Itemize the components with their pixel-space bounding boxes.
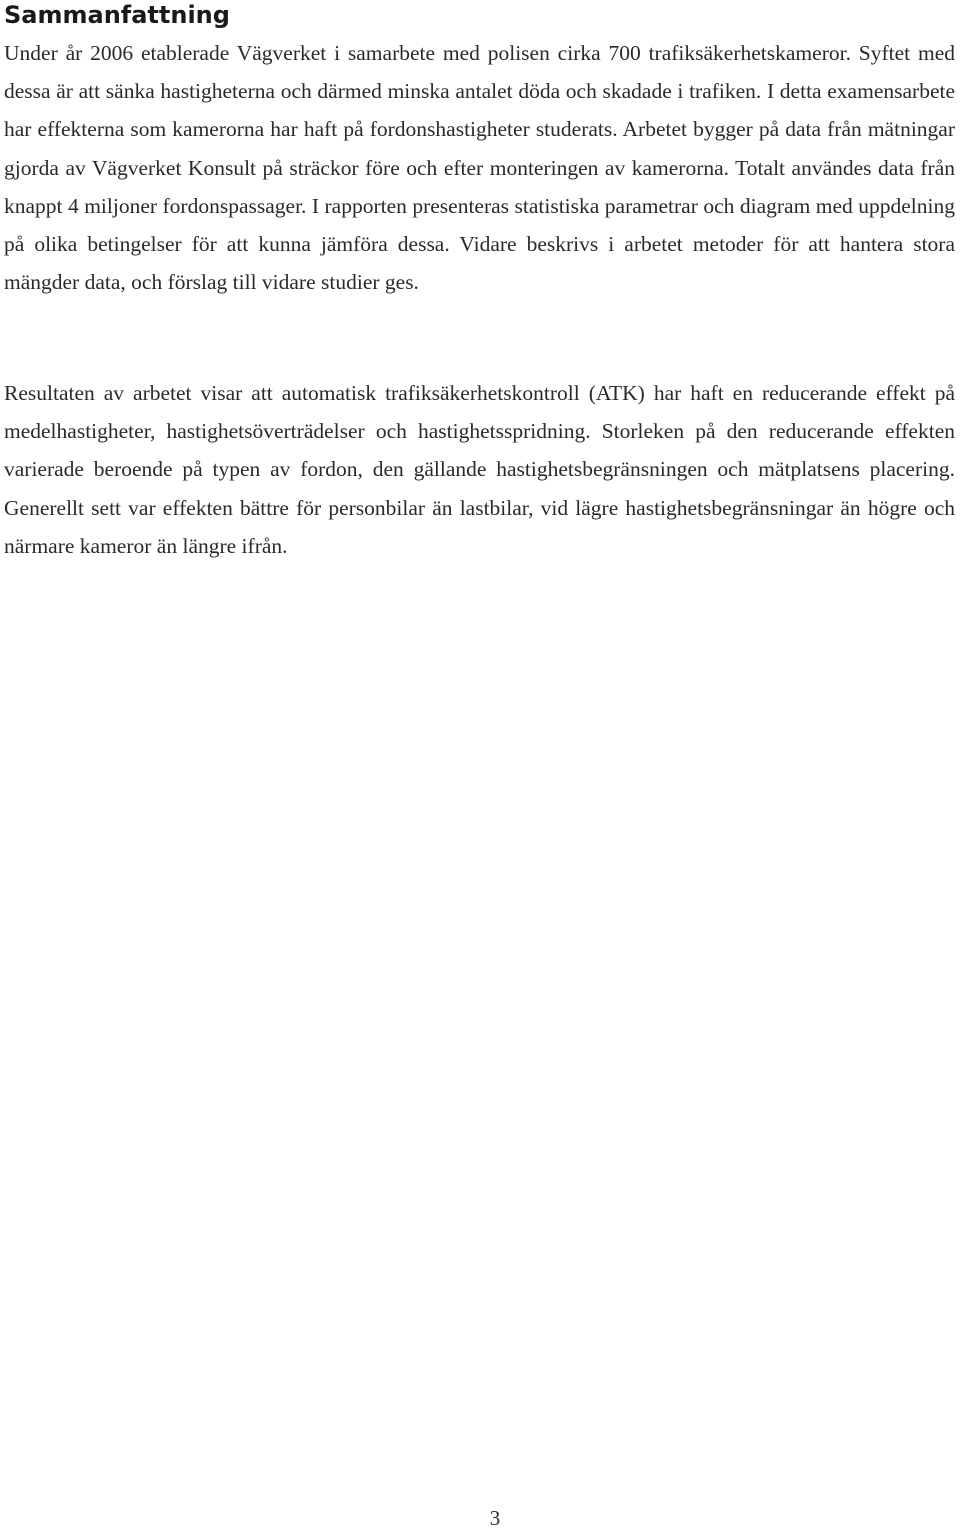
summary-paragraph-2: Resultaten av arbetet visar att automatisk trafiksäkerhetskontroll (ATK) har haft en reducerande effekt på medelhastigheter, hastighetsöverträdelser och hastighetsspridning. Storleken på den reducerande effekten varierade beroende på typen av fordon, den gällande hastighetsbegränsningen och mätplatsens placering. Generellt sett var effekten bättre för personbilar än lastbilar, vid lägre hastighetsbegränsningar än högre och närmare kameror än längre ifrån. [4,381,955,558]
page-number: 3 [489,1506,501,1530]
summary-paragraph-1: Under år 2006 etablerade Vägverket i samarbete med polisen cirka 700 trafiksäkerhetskameror. Syftet med dessa är att sänka hastigheterna och därmed minska antalet döda och skadade i trafiken. I detta examensarbete har effekterna som kamerorna har haft på fordonshastigheter studerats. Arbetet bygger på data från mätningar gjorda av Vägverket Konsult på sträckor före och efter monteringen av kamerorna. Totalt användes data från knappt 4 miljoner fordonspassager. I rapporten presenteras statistiska parametrar och diagram med uppdelning på olika betingelser för att kunna jämföra dessa. Vidare beskrivs i arbetet metoder för att hantera stora mängder data, och förslag till vidare studier ges. [4,41,955,295]
section-heading: Sammanfattning [4,1,230,29]
